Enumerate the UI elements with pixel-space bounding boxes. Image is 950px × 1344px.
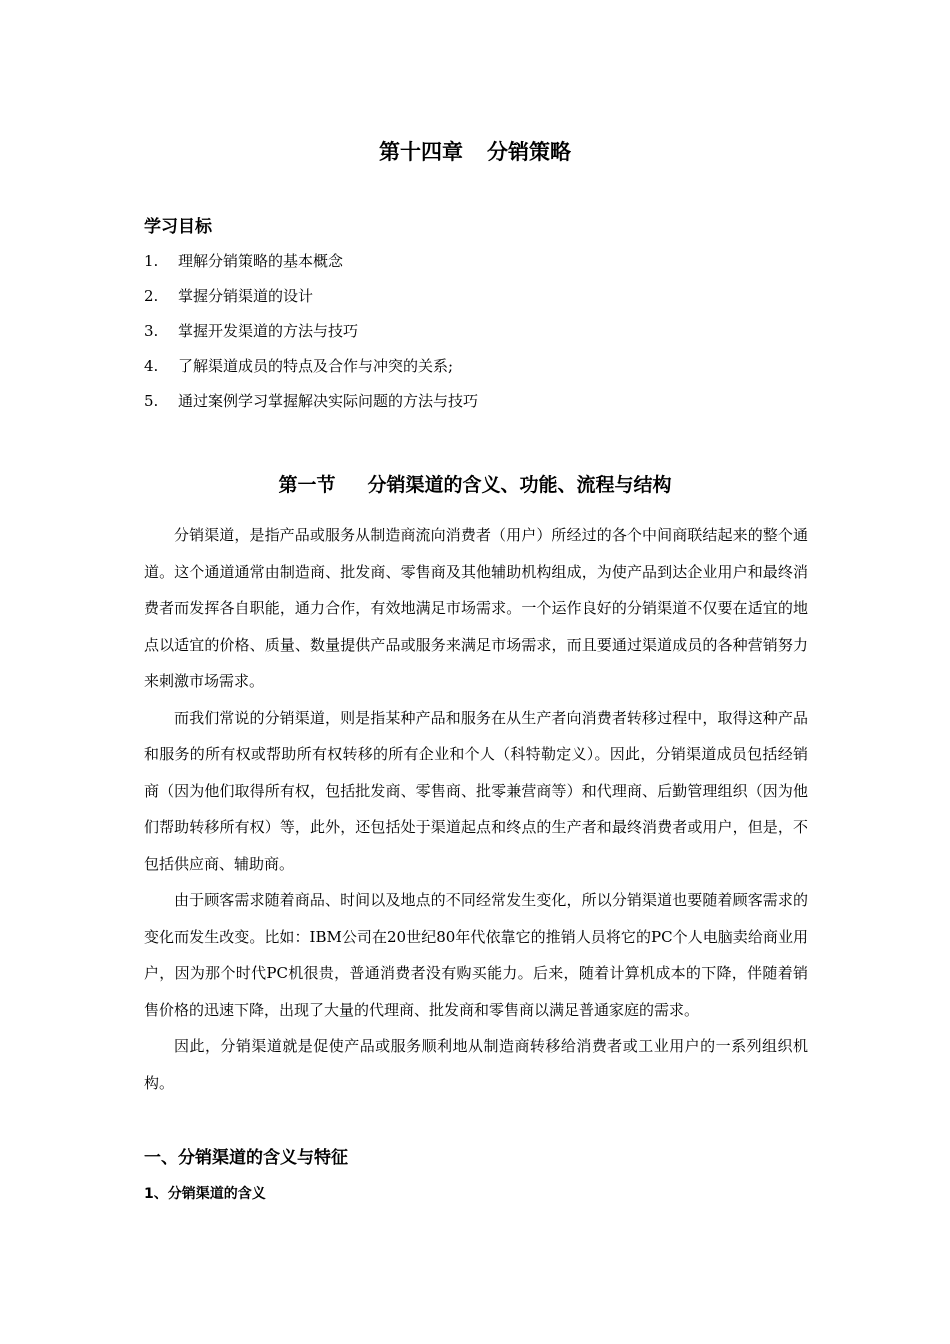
learning-goals-heading: 学习目标 (144, 217, 212, 237)
list-item-text: 掌握分销渠道的设计 (178, 287, 314, 305)
list-item-number: 5. (144, 392, 159, 410)
paragraph: 分销渠道，是指产品或服务从制造商流向消费者（用户）所经过的各个中间商联结起来的整个通道。这个通道通常由制造商、批发商、零售商及其他辅助机构组成，为使产品到达企业用户和最终消费者而发挥各自职能，通力合作，有效地满足市场需求。一个运作良好的分销渠道不仅要在适宜的地点以适宜的价格、质量、数量提供产品或服务来满足市场需求，而且要通过渠道成员的各种营销努力来刺激市场需求。 (144, 526, 808, 690)
list-item-text: 理解分销策略的基本概念 (178, 252, 344, 270)
list-item-text: 了解渠道成员的特点及合作与冲突的关系; (178, 357, 454, 375)
list-item-number: 3. (144, 322, 159, 340)
list-item (144, 283, 478, 318)
paragraph: 因此，分销渠道就是促使产品或服务顺利地从制造商转移给消费者或工业用户的一系列组织机构。 (144, 1037, 808, 1092)
subheading-level-2: 1、分销渠道的含义 (144, 1186, 266, 1202)
section-label: 第一节 (278, 474, 336, 496)
list-item (144, 388, 478, 423)
list-item (144, 353, 478, 388)
list-item (144, 248, 478, 283)
list-item (144, 318, 478, 353)
subheading-level-1: 一、分销渠道的含义与特征 (144, 1148, 348, 1168)
section-title (0, 470, 950, 500)
chapter-title (0, 137, 950, 167)
paragraph: 由于顾客需求随着商品、时间以及地点的不同经常发生变化，所以分销渠道也要随着顾客需求的变化而发生改变。比如：IBM公司在20世纪80年代依靠它的推销人员将它的PC个人电脑卖给商业用户，因为那个时代PC机很贵，普通消费者没有购买能力。后来，随着计算机成本的下降，伴随着销售价格的迅速下降，出现了大量的代理商、批发商和零售商以满足普通家庭的需求。 (144, 891, 808, 1019)
section-name: 分销渠道的含义、功能、流程与结构 (367, 474, 672, 496)
list-item-number: 1. (144, 252, 159, 270)
list-item-number: 2. (144, 287, 159, 305)
list-item-text: 通过案例学习掌握解决实际问题的方法与技巧 (178, 392, 479, 410)
list-item-number: 4. (144, 357, 159, 375)
body-text (144, 517, 808, 1101)
chapter-name: 分销策略 (487, 140, 571, 164)
paragraph: 而我们常说的分销渠道，则是指某种产品和服务在从生产者向消费者转移过程中，取得这种产品和服务的所有权或帮助所有权转移的所有企业和个人（科特勒定义）。因此，分销渠道成员包括经销商（因为他们取得所有权，包括批发商、零售商、批零兼营商等）和代理商、后勤管理组织（因为他们帮助转移所有权）等，此外，还包括处于渠道起点和终点的生产者和最终消费者或用户，但是，不包括供应商、辅助商。 (144, 708, 808, 873)
list-item-text: 掌握开发渠道的方法与技巧 (178, 322, 359, 340)
chapter-label: 第十四章 (379, 140, 463, 164)
learning-goals-list (144, 248, 478, 423)
